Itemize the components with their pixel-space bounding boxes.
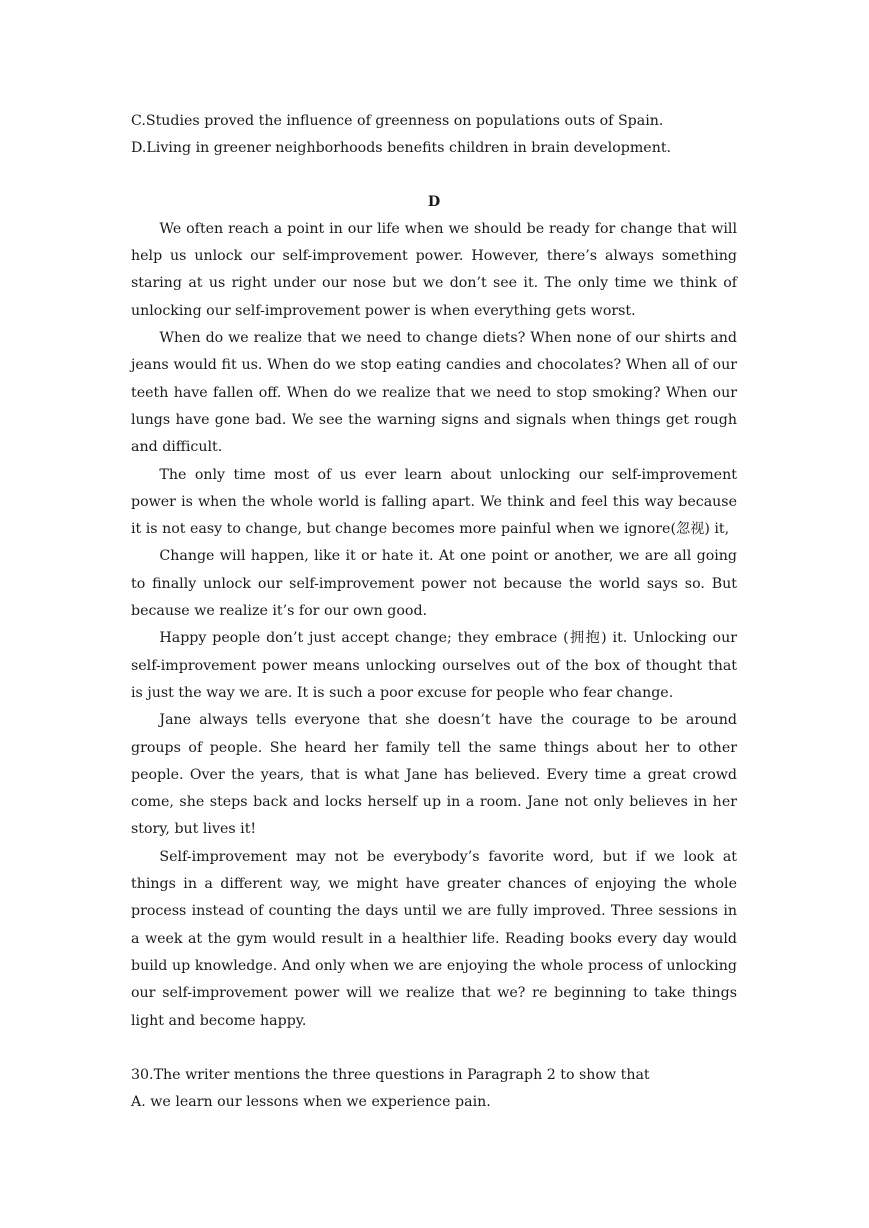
passage-paragraph-1: We often reach a point in our life when we should be ready for change that will help us unlock our self-improvement power. However, there’s always something staring at us right under our nose but we don’t see it. The only time we think of unlocking our self-improvement power is when everything gets worst.	[131, 220, 737, 319]
passage-paragraph-7: Self-improvement may not be everybody’s favorite word, but if we look at things in a different way, we might have greater chances of enjoying the whole process instead of counting the days until we are fully improved. Three sessions in a week at the gym would result in a healthier life. Reading books every day would build up knowledge. And only when we are enjoying the whole process of unlocking our self-improvement power will we realize that we? re beginning to take things light and become happy.	[131, 848, 737, 1029]
passage-paragraph-4: Change will happen, like it or hate it. At one point or another, we are all going to finally unlock our self-improvement power not because the world says so. But because we realize it’s for our own good.	[131, 548, 737, 620]
passage-paragraph-3: The only time most of us ever learn about unlocking our self-improvement power is when the whole world is falling apart. We think and feel this way because it is not easy to change, but change becomes more painful when we ignore(忽视) it,	[131, 466, 737, 538]
section-title: D	[427, 193, 441, 210]
passage-paragraph-6: Jane always tells everyone that she doesn’t have the courage to be around groups of people. She heard her family tell the same things about her to other people. Over the years, that is what Jane has believed. Every time a great crowd come, she steps back and locks herself up in a room. Jane not only believes in her story, but lives it!	[131, 712, 737, 838]
passage-paragraph-5: Happy people don’t just accept change; they embrace (拥抱) it. Unlocking our self-improvement power means unlocking ourselves out of the box of thought that is just the way we are. It is such a poor excuse for people who fear change.	[131, 630, 737, 701]
question-30-stem: 30.The writer mentions the three questions in Paragraph 2 to show that	[131, 1066, 650, 1083]
document-page	[131, 108, 737, 1116]
question-30-option-a: A. we learn our lessons when we experience pain.	[131, 1094, 491, 1111]
previous-question-option-d: D.Living in greener neighborhoods benefits children in brain development.	[131, 140, 672, 157]
passage-paragraph-2: When do we realize that we need to change diets? When none of our shirts and jeans would fit us. When do we stop eating candies and chocolates? When all of our teeth have fallen off. When do we realize that we need to stop smoking? When our lungs have gone bad. We see the warning signs and signals when things get rough and difficult.	[131, 330, 737, 456]
previous-question-option-c: C.Studies proved the influence of greenness on populations outs of Spain.	[131, 113, 664, 129]
